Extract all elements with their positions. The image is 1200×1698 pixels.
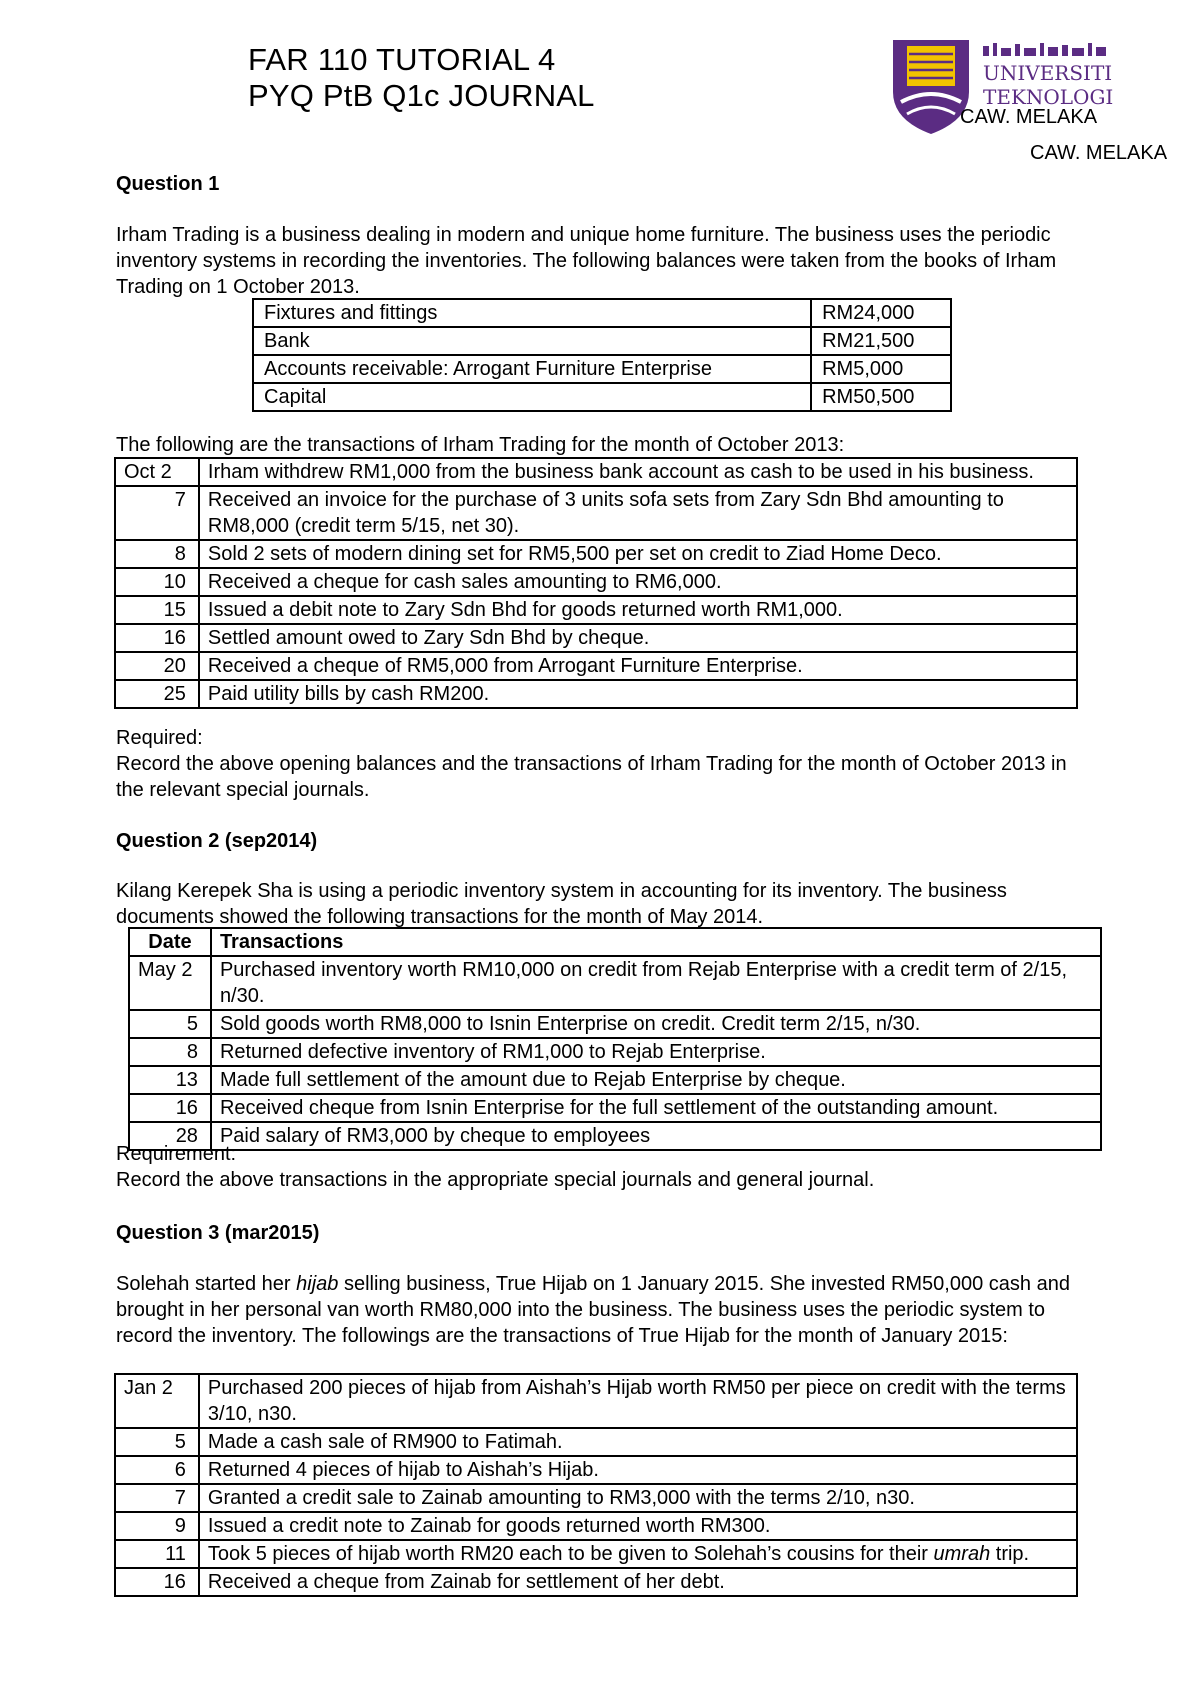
- transaction-date: 9: [115, 1512, 199, 1540]
- transaction-text: [211, 1066, 1101, 1094]
- question-2-required: [116, 1141, 1096, 1193]
- transaction-date: 7: [115, 486, 199, 540]
- transaction-date: 25: [115, 680, 199, 708]
- table-row: [129, 1066, 1101, 1094]
- balance-item: Fixtures and fittings: [253, 299, 811, 327]
- question-2-intro-text: Kilang Kerepek Sha is using a periodic inventory system in accounting for its inventory. The business documents showed the following transactions for the month of May 2014.: [116, 880, 1007, 928]
- transaction-text: [199, 596, 1077, 624]
- transaction-date: 16: [129, 1094, 211, 1122]
- transaction-text-main: Received an invoice for the purchase of 3 units sofa sets from Zary Sdn Bhd amounting to RM8,000 (credit term 5/15, net 30).: [207, 489, 1004, 537]
- table-row: [129, 1094, 1101, 1122]
- transaction-date: 7: [115, 1484, 199, 1512]
- question-1-transactions-intro: The following are the transactions of Irham Trading for the month of October 2013:: [116, 434, 845, 456]
- transaction-date: 16: [115, 624, 199, 652]
- intro-part-1: Solehah started her: [116, 1273, 297, 1295]
- question-3-heading: Question 3 (mar2015): [116, 1222, 320, 1244]
- transaction-text-main: Granted a credit sale to Zainab amounting to RM3,000 with the terms 2/10, n30.: [207, 1487, 915, 1509]
- balance-item: Capital: [253, 383, 811, 411]
- document-title: [248, 42, 595, 114]
- transaction-text: [211, 1010, 1101, 1038]
- table-row: [253, 355, 951, 383]
- transaction-text-main: Issued a credit note to Zainab for goods returned worth RM300.: [207, 1515, 771, 1537]
- table-row: [253, 299, 951, 327]
- transaction-date: May 2: [129, 956, 211, 1010]
- transaction-text-main: Returned defective inventory of RM1,000 to Rejab Enterprise.: [219, 1041, 766, 1063]
- transaction-date: 11: [115, 1540, 199, 1568]
- table-row: [253, 383, 951, 411]
- balance-item: Accounts receivable: Arrogant Furniture Enterprise: [253, 355, 811, 383]
- question-1-required-text: Record the above opening balances and the transactions of Irham Trading for the month of October 2013 in the relevant special journals.: [116, 753, 1067, 801]
- transaction-text-main: Made full settlement of the amount due to Rejab Enterprise by cheque.: [219, 1069, 846, 1091]
- transaction-text-main: Paid salary of RM3,000 by cheque to employees: [219, 1125, 651, 1147]
- table-row: [115, 1374, 1077, 1428]
- table-row: [115, 680, 1077, 708]
- transaction-text: [199, 1512, 1077, 1540]
- transaction-text: [199, 568, 1077, 596]
- transaction-text: [199, 1568, 1077, 1596]
- transaction-text-main: Issued a debit note to Zary Sdn Bhd for goods returned worth RM1,000.: [207, 599, 843, 621]
- table-row: [129, 956, 1101, 1010]
- transaction-text-main: Received a cheque for cash sales amounting to RM6,000.: [207, 571, 722, 593]
- balance-amount: RM5,000: [811, 355, 951, 383]
- table-row: [115, 596, 1077, 624]
- transaction-text-main: Purchased 200 pieces of hijab from Aishah’s Hijab worth RM50 per piece on credit with the terms 3/10, n30.: [207, 1377, 1066, 1425]
- table-row: [115, 1484, 1077, 1512]
- intro-part-2: selling business, True Hijab on 1 January 2015. She invested RM50,000 cash and brought in her personal van worth RM80,000 into the business. The business uses the periodic system to record the inventory. The followings are the transactions of True Hijab for the month of January 2015:: [116, 1273, 1070, 1347]
- transaction-text: [211, 1094, 1101, 1122]
- table-row: [115, 458, 1077, 486]
- transaction-text: [199, 1456, 1077, 1484]
- question-2-transactions-table: [128, 927, 1102, 1151]
- table-row: [253, 327, 951, 355]
- transaction-text-main: Took 5 pieces of hijab worth RM20 each to be given to Solehah’s cousins for their: [207, 1543, 934, 1565]
- intro-italic-hijab: hijab: [296, 1273, 339, 1295]
- question-2-required-text: Record the above transactions in the appropriate special journals and general journal.: [116, 1169, 875, 1191]
- transaction-text-main: Irham withdrew RM1,000 from the business bank account as cash to be used in his business.: [207, 461, 1034, 483]
- transaction-text-main: Received cheque from Isnin Enterprise for the full settlement of the outstanding amount.: [219, 1097, 999, 1119]
- logo-text-line-1: UNIVERSITI: [983, 61, 1113, 85]
- transaction-text-main: Received a cheque from Zainab for settlement of her debt.: [207, 1571, 725, 1593]
- transaction-date: 15: [115, 596, 199, 624]
- transaction-date: Jan 2: [115, 1374, 199, 1428]
- transaction-text: [211, 1038, 1101, 1066]
- table-row: [115, 1456, 1077, 1484]
- question-2-required-label: Requirement:: [116, 1143, 237, 1165]
- balance-amount: RM50,500: [811, 383, 951, 411]
- transaction-text-main: Purchased inventory worth RM10,000 on credit from Rejab Enterprise with a credit term of 2/15, n/30.: [219, 959, 1067, 1007]
- question-1-heading: Question 1: [116, 173, 220, 195]
- transaction-date: 10: [115, 568, 199, 596]
- transaction-text-italic: umrah: [933, 1543, 991, 1565]
- transaction-date: Oct 2: [115, 458, 199, 486]
- transaction-date: 8: [129, 1038, 211, 1066]
- table-row: [115, 1540, 1077, 1568]
- transaction-date: 13: [129, 1066, 211, 1094]
- transaction-text-main: Returned 4 pieces of hijab to Aishah’s Hijab.: [207, 1459, 599, 1481]
- column-header-transactions: Transactions: [211, 928, 1101, 956]
- transaction-text: [211, 956, 1101, 1010]
- table-row: [115, 540, 1077, 568]
- table-row: [115, 652, 1077, 680]
- transaction-text: [199, 624, 1077, 652]
- table-row: [129, 1038, 1101, 1066]
- transaction-text-tail: trip.: [990, 1543, 1030, 1565]
- transaction-date: 16: [115, 1568, 199, 1596]
- table-row: [115, 1568, 1077, 1596]
- transaction-text-main: Made a cash sale of RM900 to Fatimah.: [207, 1431, 563, 1453]
- title-line-1: FAR 110 TUTORIAL 4: [248, 42, 556, 77]
- balance-amount: RM24,000: [811, 299, 951, 327]
- transaction-text-main: Paid utility bills by cash RM200.: [207, 683, 490, 705]
- transaction-text: [199, 1374, 1077, 1428]
- table-row: [115, 624, 1077, 652]
- question-3-intro-text: [116, 1271, 1096, 1349]
- table-header-row: [129, 928, 1101, 956]
- transaction-text: [199, 486, 1077, 540]
- transaction-date: 5: [129, 1010, 211, 1038]
- question-3-intro: [116, 1271, 1096, 1349]
- transaction-text: [199, 458, 1077, 486]
- transaction-text: [199, 1540, 1077, 1568]
- transaction-text: [199, 1428, 1077, 1456]
- transaction-text-main: Sold goods worth RM8,000 to Isnin Enterprise on credit. Credit term 2/15, n/30.: [219, 1013, 921, 1035]
- transaction-date: 6: [115, 1456, 199, 1484]
- question-1-intro-text: Irham Trading is a business dealing in modern and unique home furniture. The business uses the periodic inventory systems in recording the inventories. The following balances were taken from the books of Irham Trading on 1 October 2013.: [116, 224, 1057, 298]
- question-3-transactions-table: [114, 1373, 1078, 1597]
- balance-amount: RM21,500: [811, 327, 951, 355]
- question-1-required-label: Required:: [116, 727, 203, 749]
- transaction-date: 28: [129, 1122, 211, 1150]
- question-2-intro: [116, 878, 1096, 930]
- question-2-heading: Question 2 (sep2014): [116, 830, 318, 852]
- table-row: [115, 486, 1077, 540]
- branch-label: CAW. MELAKA: [1030, 142, 1168, 164]
- transaction-date: 5: [115, 1428, 199, 1456]
- table-row: [115, 1428, 1077, 1456]
- logo-caption: CAW. MELAKA: [960, 106, 1098, 128]
- question-1-transactions-table: [114, 457, 1078, 709]
- table-row: [115, 568, 1077, 596]
- table-row: [129, 1010, 1101, 1038]
- transaction-date: 8: [115, 540, 199, 568]
- transaction-text: [199, 652, 1077, 680]
- transaction-text: [199, 540, 1077, 568]
- balance-item: Bank: [253, 327, 811, 355]
- opening-balances-table: [252, 298, 952, 412]
- transaction-text-main: Sold 2 sets of modern dining set for RM5,500 per set on credit to Ziad Home Deco.: [207, 543, 942, 565]
- table-row: [115, 1512, 1077, 1540]
- question-1-required: [116, 725, 1096, 803]
- transaction-text: [199, 680, 1077, 708]
- title-line-2: PYQ PtB Q1c JOURNAL: [248, 78, 595, 113]
- transaction-text-main: Received a cheque of RM5,000 from Arrogant Furniture Enterprise.: [207, 655, 803, 677]
- logo-text-line-2: TEKNOLOGI: [983, 85, 1114, 109]
- question-1-intro: [116, 222, 1096, 300]
- transaction-date: 20: [115, 652, 199, 680]
- column-header-date: Date: [129, 928, 211, 956]
- transaction-text: [199, 1484, 1077, 1512]
- transaction-text-main: Settled amount owed to Zary Sdn Bhd by cheque.: [207, 627, 650, 649]
